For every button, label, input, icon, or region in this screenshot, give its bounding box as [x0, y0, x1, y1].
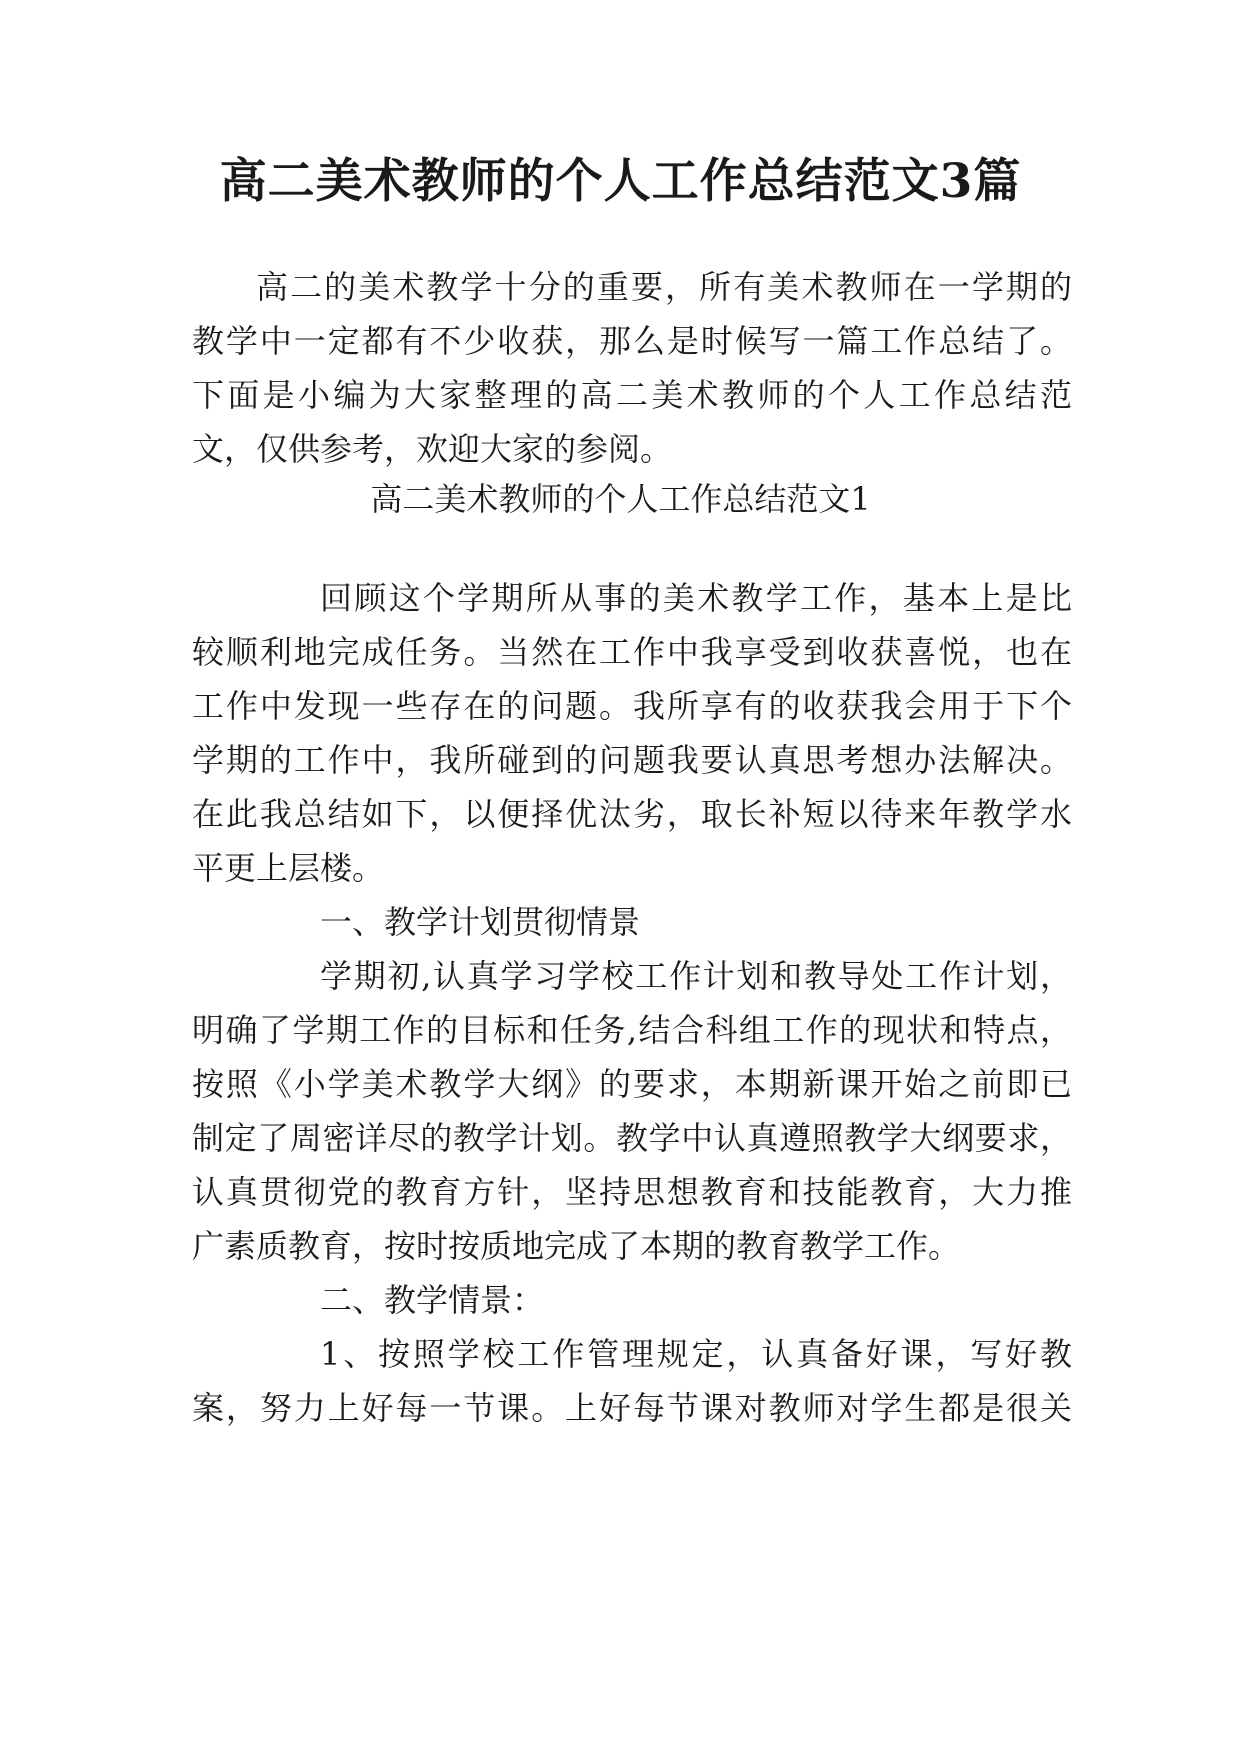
paragraph-line: 平更上层楼。 — [192, 849, 385, 887]
intro-line: 教学中一定都有不少收获，那么是时候写一篇工作总结了。 — [192, 322, 1072, 360]
intro-line: 下面是小编为大家整理的高二美术教师的个人工作总结范 — [192, 376, 1072, 414]
paragraph-line: 回顾这个学期所从事的美术教学工作，基本上是比 — [320, 579, 1072, 617]
paragraph-line: 在此我总结如下，以便择优汰劣，取长补短以待来年教学水 — [192, 795, 1072, 833]
paragraph-line: 学期初,认真学习学校工作计划和教导处工作计划， — [320, 957, 1072, 995]
intro-line: 文，仅供参考，欢迎大家的参阅。 — [192, 430, 673, 468]
paragraph-line: 按照《小学美术教学大纲》的要求，本期新课开始之前即已 — [192, 1065, 1072, 1103]
paragraph-line: 明确了学期工作的目标和任务,结合科组工作的现状和特点， — [192, 1011, 1072, 1049]
paragraph-line: 较顺利地完成任务。当然在工作中我享受到收获喜悦，也在 — [192, 633, 1072, 671]
document-title: 高二美术教师的个人工作总结范文3篇 — [219, 154, 1022, 209]
section-heading: 一、教学计划贯彻情景 — [320, 903, 641, 941]
intro-line: 高二的美术教学十分的重要，所有美术教师在一学期的 — [256, 268, 1072, 306]
paragraph-line: 1、按照学校工作管理规定，认真备好课，写好教 — [320, 1335, 1072, 1373]
paragraph-line: 广素质教育，按时按质地完成了本期的教育教学工作。 — [192, 1227, 961, 1265]
paragraph-line: 工作中发现一些存在的问题。我所享有的收获我会用于下个 — [192, 687, 1072, 725]
paragraph-line: 认真贯彻党的教育方针，坚持思想教育和技能教育，大力推 — [192, 1173, 1072, 1211]
section-title: 高二美术教师的个人工作总结范文1 — [370, 480, 871, 518]
paragraph-line: 学期的工作中，我所碰到的问题我要认真思考想办法解决。 — [192, 741, 1072, 779]
paragraph-line: 案，努力上好每一节课。上好每节课对教师对学生都是很关 — [192, 1389, 1072, 1427]
section-heading: 二、教学情景： — [320, 1281, 545, 1319]
paragraph-line: 制定了周密详尽的教学计划。教学中认真遵照教学大纲要求， — [192, 1119, 1072, 1157]
